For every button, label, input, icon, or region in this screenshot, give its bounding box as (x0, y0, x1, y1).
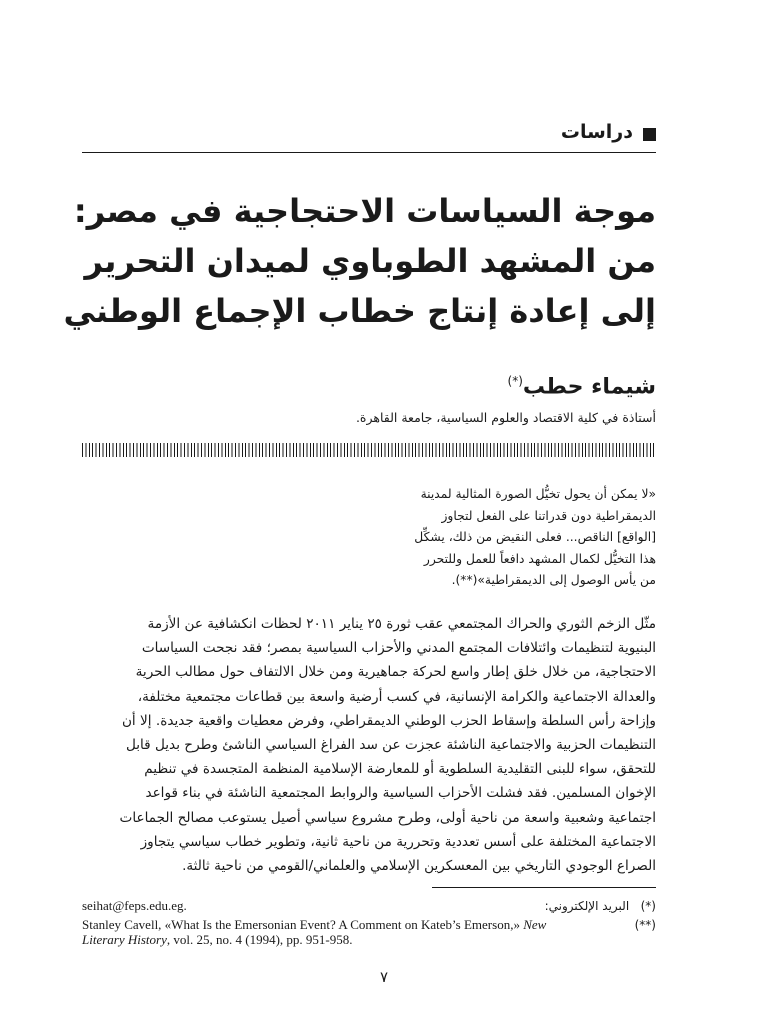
title-line-1: موجة السياسات الاحتجاجية في مصر: (73, 192, 656, 230)
section-header (82, 112, 656, 153)
epigraph-line: «لا يمكن أن يحول تخيُّل الصورة المثالية لمدينة (420, 487, 656, 501)
body-line: مثّل الزخم الثوري والحراك المجتمعي عقب ثورة ٢٥ يناير ٢٠١١ لحظات انكشافية عن الأزمة (147, 616, 656, 632)
title-line-3: إلى إعادة إنتاج خطاب الإجماع الوطني (63, 292, 656, 330)
section-label: دراسات (560, 121, 633, 143)
body-line: التنظيمات الحزبية والاجتماعية الناشئة عجزت عن سد الفراغ السياسي الناشئ وطرح بديل قابل (125, 737, 656, 754)
body-line: الصراع الوجودي التاريخي بين المعسكرين الإسلامي والعلماني/القومي من ناحية ثالثة. (182, 858, 656, 875)
section-square-icon (643, 128, 656, 141)
footnote-2-journal-a: New (523, 917, 547, 932)
footnote-2-citation-end: , vol. 25, no. 4 (1994), pp. 951-958. (166, 932, 353, 947)
footnote-1-label-group (545, 899, 656, 913)
body-line: اجتماعية وشعبية واسعة من ناحية أولى، وطرح مشروع سياسي أصيل يستوعب مصالح الجماعات (119, 809, 656, 826)
body-line: وإزاحة رأس السلطة وإسقاط الحزب الوطني الديمقراطي، وفرض معطيات واقعية جديدة. إلا أن (121, 712, 656, 729)
author-name: شيماء حطب (522, 374, 656, 400)
page-number: ٧ (379, 968, 389, 986)
footnote-2-citation (82, 917, 546, 933)
epigraph-line: من يأس الوصول إلى الديمقراطية»(**). (451, 573, 656, 587)
body-line: الاجتماعية المختلفة على أسس تعددية وتحررية من ناحية ثانية، وتطوير خطاب سياسي يتجاوز (140, 833, 656, 850)
title-line-2: من المشهد الطوباوي لميدان التحرير (84, 242, 656, 280)
epigraph-line: الديمقراطية دون قدراتنا على الفعل لتجاوز (441, 508, 656, 523)
author-footnote-mark: (*) (507, 374, 523, 388)
footnote-2-citation-text: Stanley Cavell, «What Is the Emersonian Event? A Comment on Kateb’s Emerson,» (82, 917, 524, 932)
footnote-2-journal-b: Literary History (82, 932, 167, 947)
author-affiliation: أستاذة في كلية الاقتصاد والعلوم السياسية، جامعة القاهرة. (355, 410, 656, 425)
epigraph-line: هذا التخيُّل لكمال المشهد دافعاً للعمل وللتحرر (423, 551, 656, 566)
article-title (63, 186, 656, 336)
epigraph (326, 484, 656, 592)
body-line: الاحتجاجية، من خلال خلق إطار واسع لحركة جماهيرية ومن خلال الالتفاف حول مطالب الحرية (135, 664, 656, 681)
footnote-2-mark: (**) (634, 918, 656, 932)
footnote-2 (82, 917, 656, 933)
body-line: والعدالة الاجتماعية والكرامة الإنسانية، في كسب أرضية واسعة بين قطاعات مجتمعية مختلفة، (137, 688, 656, 705)
footnote-rule (432, 887, 656, 888)
hatched-divider (82, 443, 656, 457)
epigraph-line: [الواقع] الناقص... فعلى النقيض من ذلك، يشكِّل (414, 530, 656, 544)
body-line: للتحقق، سواء للبنى التقليدية السلطوية أو للمعارضة الإسلامية المنظمة المتجسدة في تنظيم (144, 761, 656, 778)
footnote-1 (82, 898, 656, 914)
footnote-email: seihat@feps.edu.eg. (82, 898, 187, 913)
body-line: الإخوان المسلمين. فقد فشلت الأحزاب السياسية والروابط المجتمعية الناشئة في بناء قواعد (145, 785, 656, 802)
footnote-1-label: البريد الإلكتروني: (544, 899, 630, 913)
body-line: البنيوية لتنظيمات وائتلافات المجتمع المدني والأحزاب السياسية بمصر؛ فقد نجحت السياسات (141, 640, 656, 657)
body-paragraph (82, 612, 656, 878)
author-name-row (82, 366, 656, 402)
footnote-2-continuation (82, 932, 352, 948)
footnote-1-mark: (*) (640, 899, 656, 913)
